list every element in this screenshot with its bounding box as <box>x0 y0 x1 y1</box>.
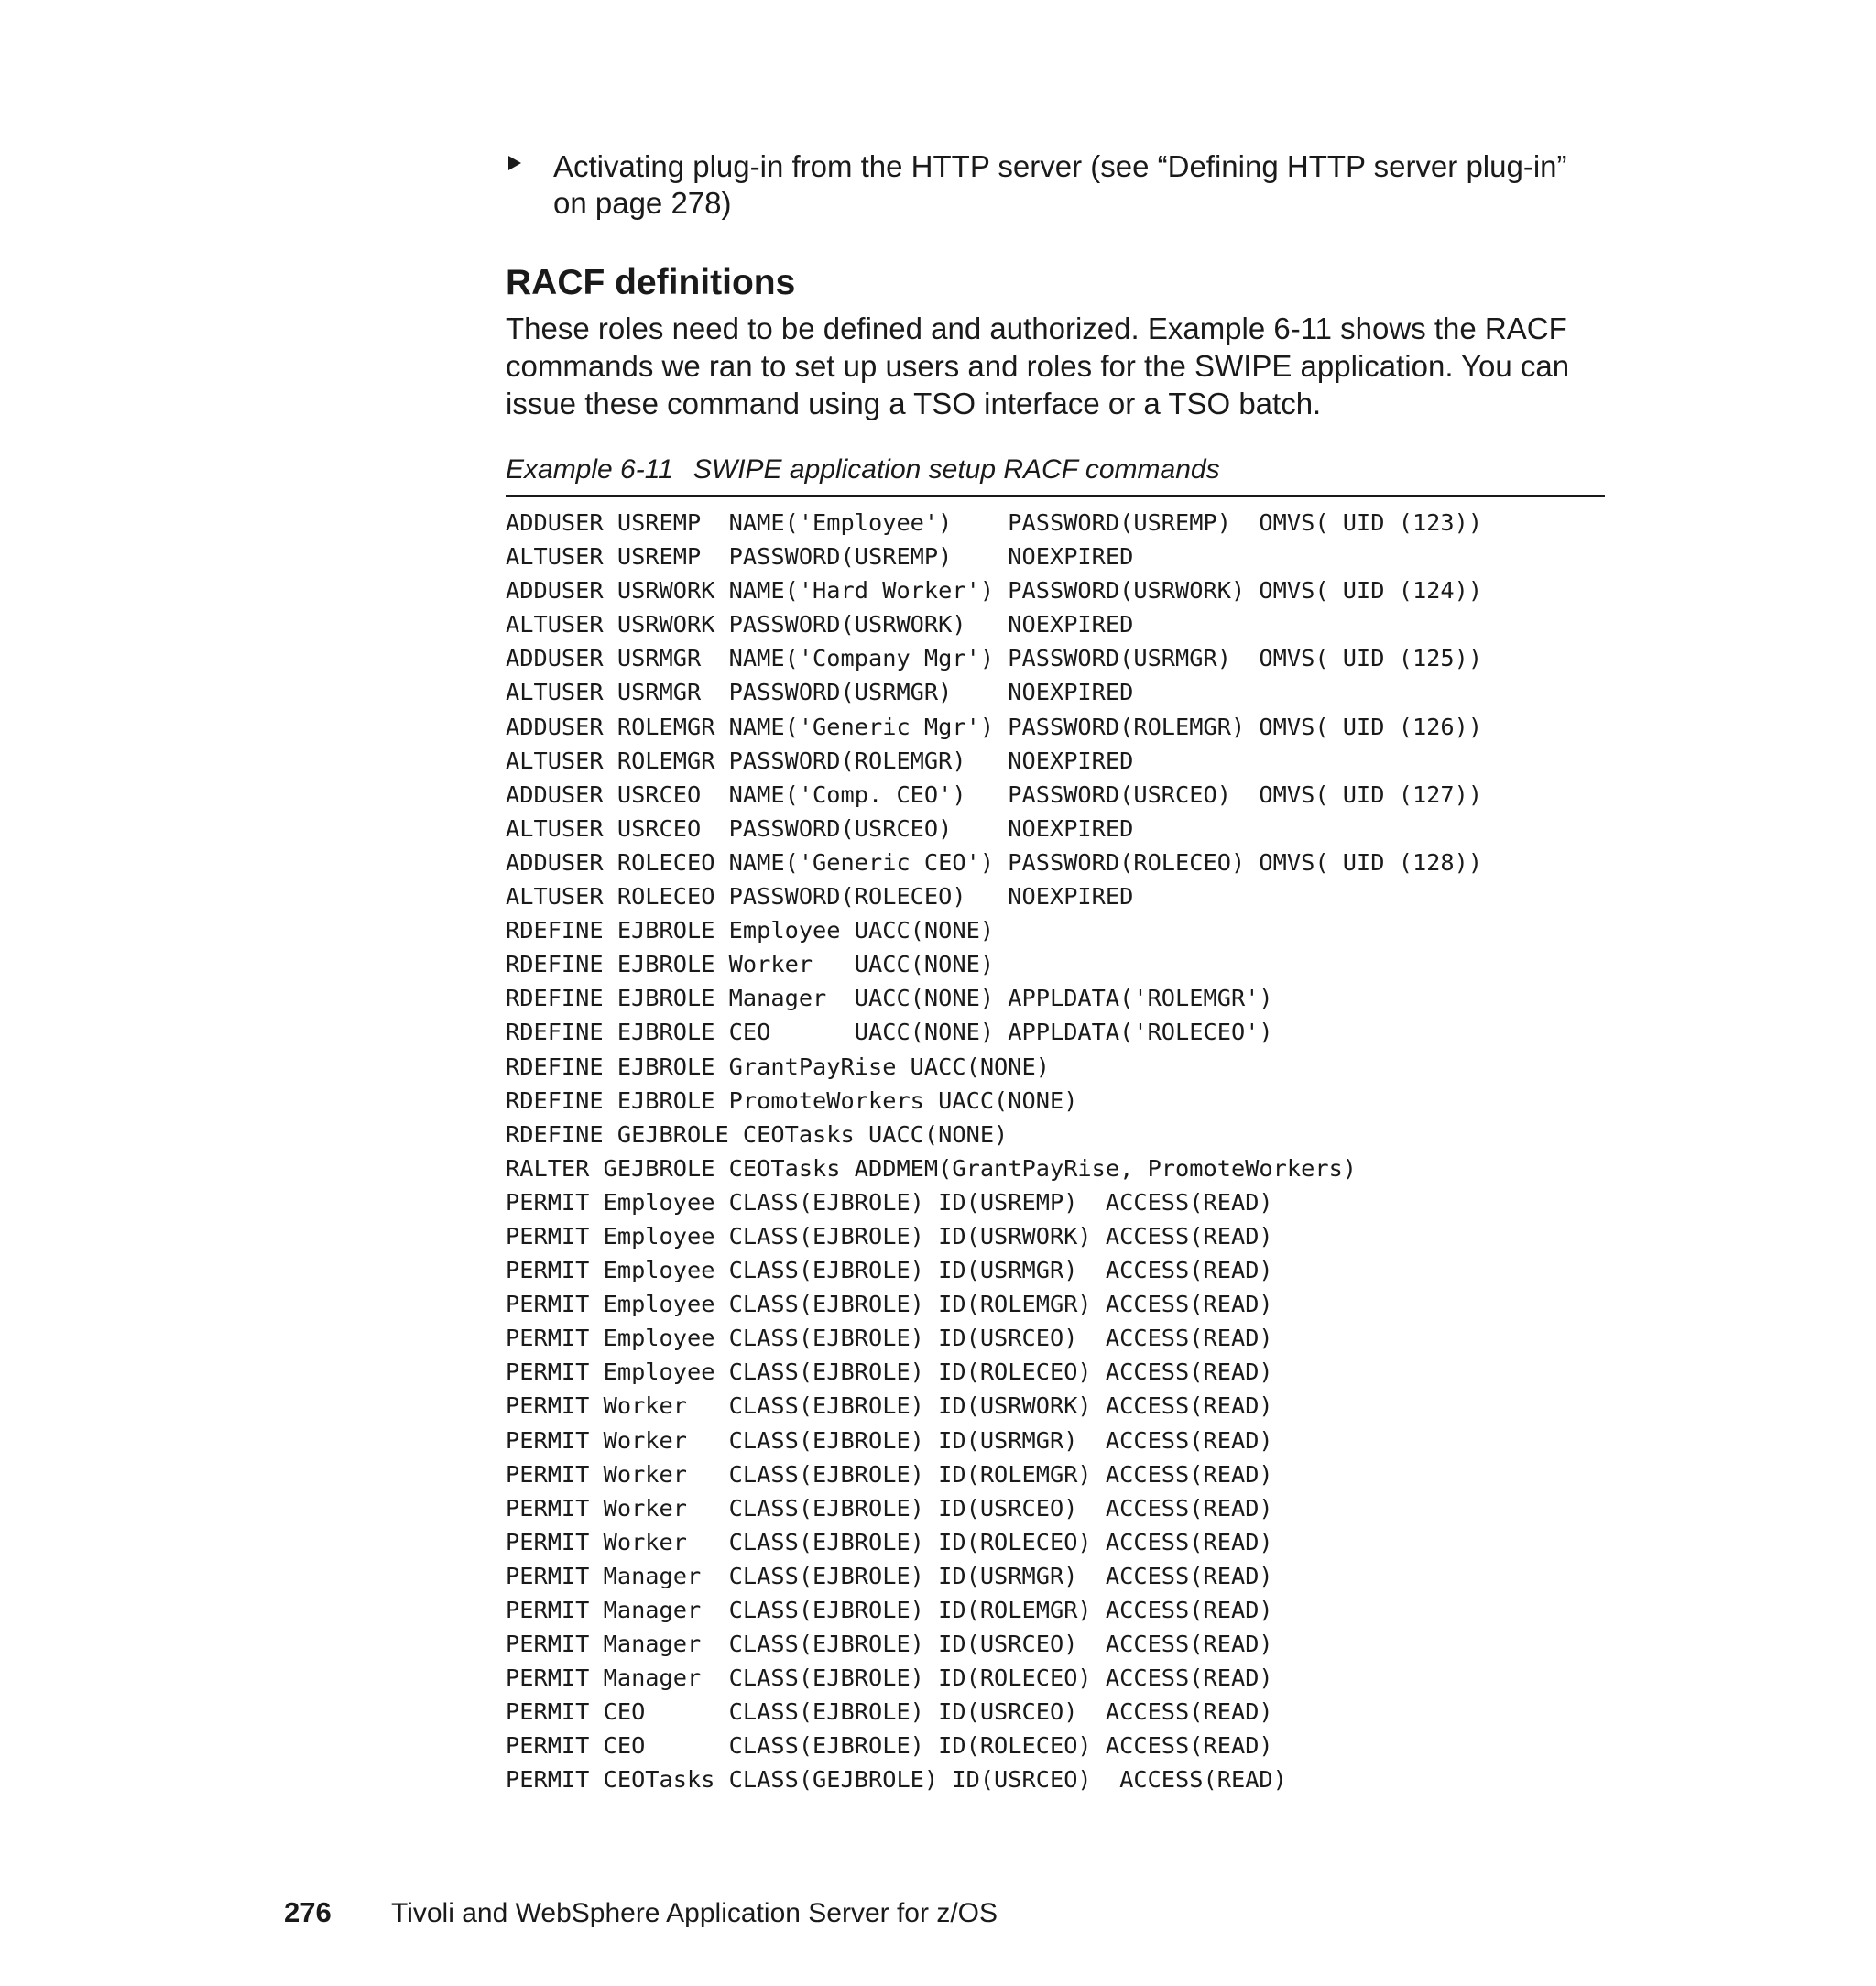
code-line: ALTUSER ROLECEO PASSWORD(ROLECEO) NOEXPIRED <box>506 883 1134 911</box>
bullet-text-line-2: on page 278) <box>553 186 732 220</box>
code-line: ADDUSER ROLECEO NAME('Generic CEO') PASSWORD(ROLECEO) OMVS( UID (128)) <box>506 848 1483 876</box>
code-line: PERMIT Employee CLASS(EJBROLE) ID(USRCEO) ACCESS(READ) <box>506 1325 1273 1352</box>
code-line: RDEFINE EJBROLE Worker UACC(NONE) <box>506 951 995 978</box>
code-line: PERMIT CEO CLASS(EJBROLE) ID(USRCEO) ACCESS(READ) <box>506 1698 1273 1726</box>
code-line: PERMIT Employee CLASS(EJBROLE) ID(USRWORK) ACCESS(READ) <box>506 1222 1273 1249</box>
code-line: ALTUSER USRCEO PASSWORD(USRCEO) NOEXPIRED <box>506 814 1134 842</box>
code-line: RDEFINE EJBROLE PromoteWorkers UACC(NONE) <box>506 1086 1078 1114</box>
code-line: RDEFINE EJBROLE Manager UACC(NONE) APPLDATA('ROLEMGR') <box>506 985 1273 1012</box>
code-line: PERMIT Worker CLASS(EJBROLE) ID(ROLEMGR) ACCESS(READ) <box>506 1460 1273 1488</box>
code-line: PERMIT Manager CLASS(EJBROLE) ID(ROLEMGR) ACCESS(READ) <box>506 1597 1273 1623</box>
code-line: ALTUSER USRWORK PASSWORD(USRWORK) NOEXPIRED <box>506 611 1134 638</box>
paragraph-line-1: These roles need to be defined and authorized. Example 6-11 shows the RACF <box>506 311 1567 345</box>
code-line: PERMIT Worker CLASS(EJBROLE) ID(USRCEO) ACCESS(READ) <box>506 1494 1273 1522</box>
example-label: Example 6-11 <box>506 454 673 485</box>
code-line: RDEFINE GEJBROLE CEOTasks UACC(NONE) <box>506 1120 1009 1148</box>
code-line: ADDUSER ROLEMGR NAME('Generic Mgr') PASSWORD(ROLEMGR) OMVS( UID (126)) <box>506 713 1483 740</box>
code-line: PERMIT Employee CLASS(EJBROLE) ID(USRMGR) ACCESS(READ) <box>506 1257 1273 1284</box>
code-line: PERMIT Worker CLASS(EJBROLE) ID(ROLECEO) ACCESS(READ) <box>506 1528 1273 1555</box>
bullet-list <box>506 148 1605 222</box>
code-line: PERMIT Employee CLASS(EJBROLE) ID(ROLECEO) ACCESS(READ) <box>506 1359 1273 1386</box>
paragraph-line-3: issue these command using a TSO interface or a TSO batch. <box>506 387 1322 420</box>
code-line: PERMIT Worker CLASS(EJBROLE) ID(USRWORK) ACCESS(READ) <box>506 1392 1273 1420</box>
footer-book-title: Tivoli and WebSphere Application Server for z/OS <box>391 1898 998 1928</box>
example-caption <box>506 453 1220 487</box>
code-line: PERMIT CEOTasks CLASS(GEJBROLE) ID(USRCEO) ACCESS(READ) <box>506 1766 1287 1794</box>
code-line: PERMIT CEO CLASS(EJBROLE) ID(ROLECEO) ACCESS(READ) <box>506 1732 1273 1760</box>
body-paragraph <box>506 310 1623 422</box>
code-line: PERMIT Employee CLASS(EJBROLE) ID(ROLEMGR) ACCESS(READ) <box>506 1291 1273 1318</box>
triangle-bullet-icon <box>508 156 521 170</box>
section-heading: RACF definitions <box>506 263 796 302</box>
code-line: RALTER GEJBROLE CEOTasks ADDMEM(GrantPayRise, PromoteWorkers) <box>506 1154 1358 1182</box>
caption-divider <box>506 495 1605 497</box>
code-line: RDEFINE EJBROLE GrantPayRise UACC(NONE) <box>506 1053 1050 1080</box>
list-item <box>506 148 1605 222</box>
code-line: RDEFINE EJBROLE CEO UACC(NONE) APPLDATA('ROLECEO') <box>506 1019 1273 1046</box>
code-line: ALTUSER USRMGR PASSWORD(USRMGR) NOEXPIRED <box>506 679 1134 706</box>
bullet-text-line-1: Activating plug-in from the HTTP server (see “Defining HTTP server plug-in” <box>553 149 1567 183</box>
code-line: ALTUSER USREMP PASSWORD(USREMP) NOEXPIRED <box>506 543 1134 571</box>
code-line: PERMIT Worker CLASS(EJBROLE) ID(USRMGR) ACCESS(READ) <box>506 1426 1273 1454</box>
example-title: SWIPE application setup RACF commands <box>693 454 1220 485</box>
code-line: ALTUSER ROLEMGR PASSWORD(ROLEMGR) NOEXPIRED <box>506 747 1134 774</box>
code-line: ADDUSER USREMP NAME('Employee') PASSWORD(USREMP) OMVS( UID (123)) <box>506 509 1483 536</box>
code-line: PERMIT Manager CLASS(EJBROLE) ID(ROLECEO) ACCESS(READ) <box>506 1664 1273 1692</box>
code-line: PERMIT Manager CLASS(EJBROLE) ID(USRCEO) ACCESS(READ) <box>506 1631 1273 1658</box>
code-line: RDEFINE EJBROLE Employee UACC(NONE) <box>506 917 995 944</box>
paragraph-line-2: commands we ran to set up users and roles for the SWIPE application. You can <box>506 349 1570 383</box>
code-line: ADDUSER USRCEO NAME('Comp. CEO') PASSWORD(USRCEO) OMVS( UID (127)) <box>506 780 1483 808</box>
code-block <box>506 506 1482 1797</box>
code-line: ADDUSER USRWORK NAME('Hard Worker') PASSWORD(USRWORK) OMVS( UID (124)) <box>506 577 1483 605</box>
code-line: PERMIT Employee CLASS(EJBROLE) ID(USREMP) ACCESS(READ) <box>506 1188 1273 1216</box>
page-number: 276 <box>284 1896 332 1928</box>
code-line: ADDUSER USRMGR NAME('Company Mgr') PASSWORD(USRMGR) OMVS( UID (125)) <box>506 645 1483 672</box>
code-line: PERMIT Manager CLASS(EJBROLE) ID(USRMGR) ACCESS(READ) <box>506 1562 1273 1589</box>
